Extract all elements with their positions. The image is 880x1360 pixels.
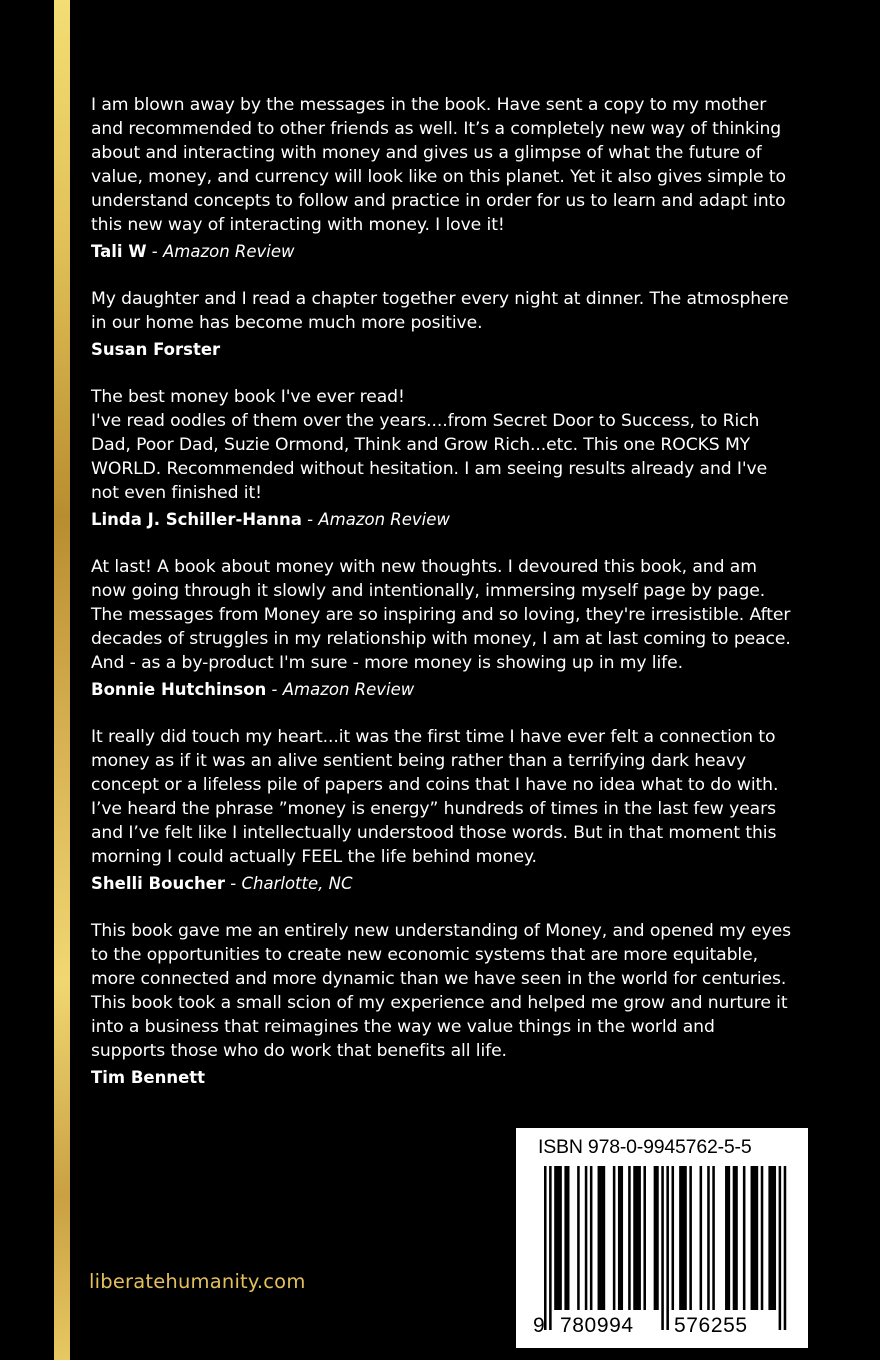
gold-spine-bar (54, 0, 70, 1360)
barcode-bar (679, 1166, 687, 1310)
review-source: Amazon Review (282, 680, 415, 699)
reviewer-name: Linda J. Schiller-Hanna (91, 510, 302, 529)
review-attribution: Bonnie Hutchinson - Amazon Review (91, 680, 415, 699)
barcode-bar (585, 1166, 588, 1310)
review-text: The best money book I've ever read! I've read oodles of them over the years....from Secret Door to Success, to Rich Dad, Poor Dad, Suzie Ormond, Think and Grow Rich...etc. This one ROCKS MY WORLD. Recommended without hesitation. I am seeing results already and I've not even finished it! (91, 387, 768, 503)
reviewer-name: Tali W (91, 242, 147, 261)
review-source: Charlotte, NC (241, 874, 353, 893)
barcode-bar (613, 1166, 616, 1310)
reviewer-name: Bonnie Hutchinson (91, 680, 267, 699)
barcode-bar (590, 1166, 593, 1310)
review-text: My daughter and I read a chapter together every night at dinner. The atmosphere in our home has become much more positive. (91, 289, 789, 333)
barcode-bar (633, 1166, 641, 1310)
barcode-bar (725, 1166, 730, 1310)
barcode-bar (700, 1166, 703, 1310)
barcode-bar (554, 1166, 562, 1310)
review-text: At last! A book about money with new thoughts. I devoured this book, and am now going through it slowly and intentionally, immersing myself page by page. The messages from Money are so inspiring and so loving, they're irresistible. After decades of struggles in my relationship with money, I am at last coming to peace. And - as a by-product I'm sure - more money is showing up in my life. (91, 557, 791, 673)
barcode-bar (784, 1166, 787, 1330)
barcode-digits (516, 1314, 808, 1342)
barcode-bar (618, 1166, 623, 1310)
review-attribution: Linda J. Schiller-Hanna - Amazon Review (91, 510, 450, 529)
review-attribution (91, 1067, 791, 1089)
barcode-bar (564, 1166, 569, 1310)
review-6 (91, 919, 791, 1089)
isbn-barcode (516, 1128, 808, 1348)
review-text: This book gave me an entirely new understanding of Money, and opened my eyes to the opportunities to create new economic systems that are more equitable, more connected and more dynamic than we have seen in the world for centuries. This book took a small scion of my experience and helped me grow and nurture it into a business that reimagines the way we value things in the world and supports those who do work that benefits all life. (91, 921, 791, 1061)
barcode-digits-left: 780994 (560, 1314, 634, 1337)
barcode-bar (628, 1166, 631, 1310)
review-4 (91, 555, 791, 701)
review-text: I am blown away by the messages in the book. Have sent a copy to my mother and recommended to other friends as well. It’s a completely new way of thinking about and interacting with money and gives us a glimpse of what the future of value, money, and currency will look like on this planet. Yet it also gives simple to understand concepts to follow and practice in order for us to learn and adapt into this new way of interacting with money. I love it! (91, 95, 786, 235)
isbn-label: ISBN 978-0-9945762-5-5 (538, 1136, 752, 1158)
reviewer-name: Susan Forster (91, 340, 221, 359)
barcode-bar (751, 1166, 759, 1310)
website-url: liberatehumanity.com (89, 1270, 306, 1293)
barcode-bar (654, 1166, 659, 1310)
barcode-bar (733, 1166, 738, 1310)
review-attribution: Shelli Boucher - Charlotte, NC (91, 874, 353, 893)
barcode-bar (689, 1166, 692, 1310)
barcode-bar (666, 1166, 669, 1330)
review-source: Amazon Review (162, 242, 295, 261)
review-text: It really did touch my heart...it was the first time I have ever felt a connection to money as if it was an alive sentient being rather than a terrifying dark heavy concept or a lifeless pile of papers and coins that I have no idea what to do with. I’ve heard the phrase ”money is energy” hundreds of times in the last few years and I’ve felt like I intellectually understood those words. But in that moment this morning I could actually FEEL the life behind money. (91, 727, 779, 867)
review-source: Amazon Review (318, 510, 450, 529)
barcode-digit-first: 9 (533, 1314, 545, 1337)
review-3 (91, 385, 791, 531)
review-5 (91, 725, 791, 895)
barcode-digits-right: 576255 (674, 1314, 748, 1337)
barcode-bar (712, 1166, 715, 1310)
barcode-bar (761, 1166, 764, 1310)
barcode-bar (768, 1166, 776, 1310)
barcode-bar (549, 1166, 552, 1330)
barcode-bar (643, 1166, 646, 1310)
review-attribution (91, 339, 791, 361)
review-2 (91, 287, 791, 361)
barcode-bar (661, 1166, 664, 1330)
barcode-bar (577, 1166, 580, 1310)
review-1 (91, 93, 791, 263)
review-attribution: Tali W - Amazon Review (91, 242, 295, 261)
reviewer-name: Shelli Boucher (91, 874, 226, 893)
reviewer-name: Tim Bennett (91, 1068, 206, 1087)
barcode-bar (743, 1166, 746, 1310)
barcode-bar (672, 1166, 675, 1310)
barcode-bar (598, 1166, 606, 1310)
barcode-bar (544, 1166, 547, 1330)
reviews-list (91, 93, 791, 1113)
barcode-bar (707, 1166, 710, 1310)
barcode-bar (779, 1166, 782, 1330)
